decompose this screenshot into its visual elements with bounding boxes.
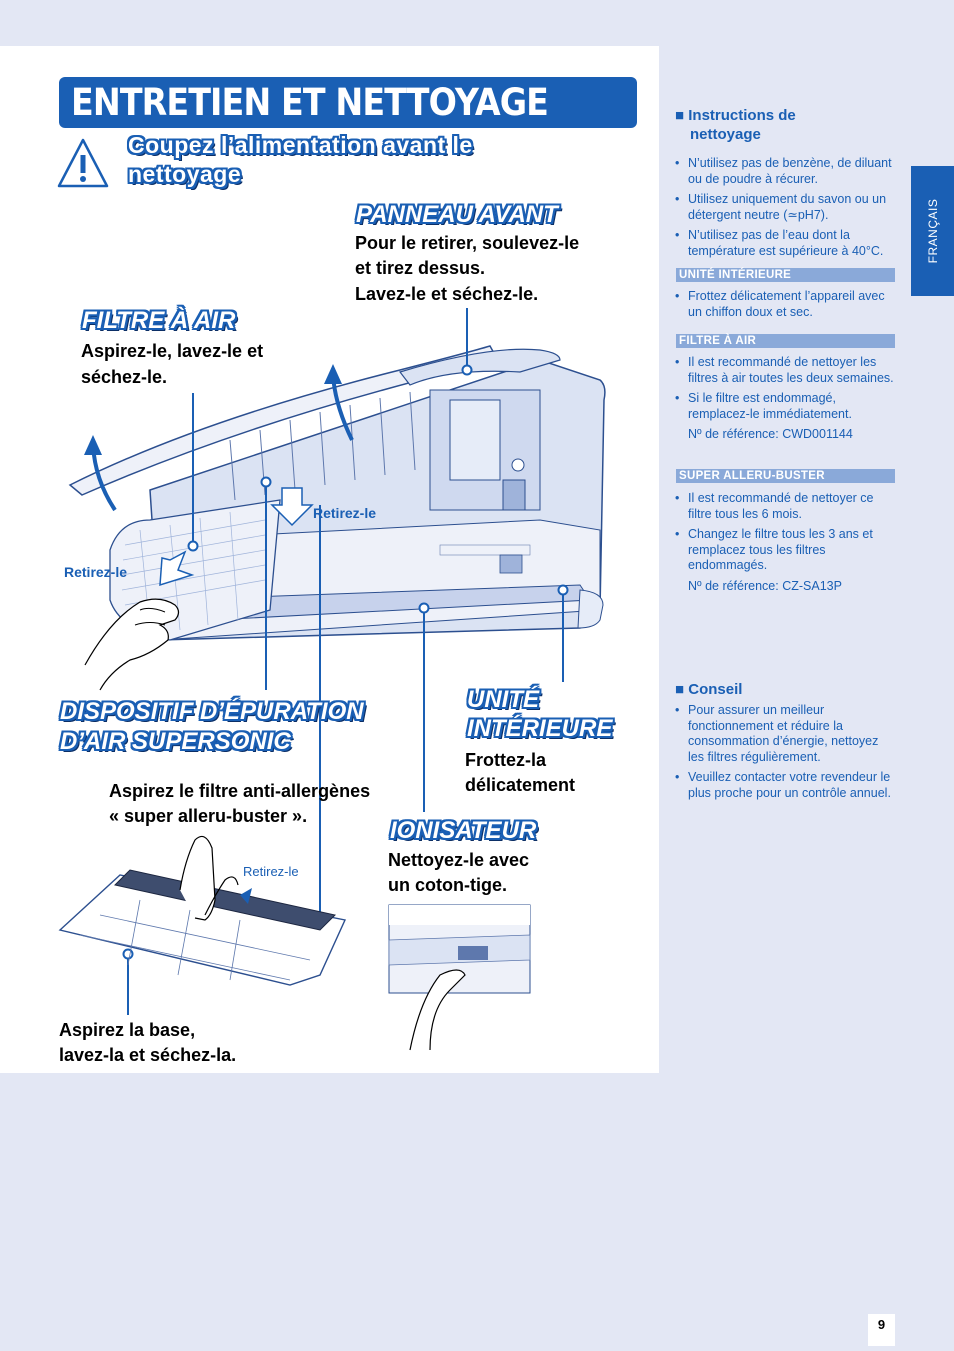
indoor-unit-line-2: délicatement [465, 775, 576, 795]
list-item: • Utilisez uniquement du savon ou un détergent neutre (≃pH7). [675, 192, 895, 223]
remove-label-panel: Retirez-le [313, 505, 377, 521]
instructions-list [675, 156, 895, 259]
list-item: • Pour assurer un meilleur fonctionnement et réduire la consommation d’énergie, nettoyez les filtres régulièrement. [675, 703, 895, 765]
remove-label-filter: Retirez-le [64, 564, 128, 580]
language-tab-label: FRANÇAIS [925, 198, 940, 264]
page-number: 9 [868, 1314, 895, 1346]
list-item: • Il est recommandé de nettoyer les filtres à air toutes les deux semaines. [675, 355, 895, 386]
list-item: • N’utilisez pas de benzène, de diluant ou de poudre à récurer. [675, 156, 895, 187]
list-item: • Veuillez contacter votre revendeur le plus proche pour un contrôle annuel. [675, 770, 895, 801]
super-reference: Nº de référence: CZ-SA13P [688, 578, 842, 593]
list-item: • N’utilisez pas de l’eau dont la température est supérieure à 40°C. [675, 228, 895, 259]
indoor-unit-line-1: Frottez-la [465, 750, 546, 770]
air-filter-heading: FILTRE À AIR [82, 307, 236, 334]
front-panel-line-3: Lavez-le et séchez-le. [355, 284, 539, 304]
list-item: • Il est recommandé de nettoyer ce filtre tous les 6 mois. [675, 491, 895, 522]
supersonic-line-1: Aspirez le filtre anti-allergènes [109, 781, 371, 801]
base-line-2: lavez-la et séchez-la. [59, 1045, 237, 1065]
front-panel-line-2: et tirez dessus. [355, 258, 486, 278]
super-list [675, 491, 895, 599]
air-filter-line-1: Aspirez-le, lavez-le et [81, 341, 264, 361]
language-tab [911, 166, 954, 296]
advice-heading: ■ Conseil [675, 681, 743, 698]
indoor-list [675, 289, 895, 325]
instructions-heading: ■ Instructions de nettoyage [675, 107, 796, 143]
indoor-unit-heading-line-2: INTÉRIEURE [467, 715, 613, 742]
indoor-unit-bar: UNITÉ INTÉRIEURE [676, 268, 895, 282]
remove-label-tray: Retirez-le [243, 864, 299, 879]
warning-line-1: Coupez l’alimentation avant le [128, 132, 473, 158]
warning-line-2: nettoyage [128, 161, 242, 187]
front-panel-line-1: Pour le retirer, soulevez-le [355, 233, 580, 253]
supersonic-heading-line-2: D’AIR SUPERSONIC [60, 728, 291, 755]
ionizer-line-1: Nettoyez-le avec [388, 850, 530, 870]
base-line-1: Aspirez la base, [59, 1020, 196, 1040]
front-panel-heading: PANNEAU AVANT [356, 201, 558, 228]
list-item: • Si le filtre est endommagé, remplacez-le immédiatement. [675, 391, 895, 422]
list-item: • Frottez délicatement l’appareil avec un chiffon doux et sec. [675, 289, 895, 320]
filter-reference: Nº de référence: CWD001144 [688, 427, 853, 441]
ionizer-line-2: un coton-tige. [388, 875, 507, 895]
list-item: • Changez le filtre tous les 3 ans et remplacez tous les filtres endommagés. [675, 527, 895, 574]
filter-list [675, 355, 895, 448]
advice-list [675, 703, 895, 801]
square-bullet-icon: ■ [675, 107, 689, 124]
sidebar-advice [675, 681, 895, 806]
supersonic-heading-line-1: DISPOSITIF D’ÉPURATION [60, 698, 364, 725]
air-filter-line-2: séchez-le. [81, 367, 168, 387]
air-filter-bar: FILTRE À AIR [676, 334, 895, 348]
square-bullet-icon: ■ [675, 681, 689, 698]
indoor-unit-heading-line-1: UNITÉ [467, 686, 539, 713]
ionizer-heading: IONISATEUR [390, 817, 537, 844]
supersonic-line-2: « super alleru-buster ». [109, 806, 308, 826]
sidebar-instructions [675, 106, 895, 264]
super-alleru-buster-bar: SUPER ALLERU-BUSTER [676, 469, 895, 483]
page-title: ENTRETIEN ET NETTOYAGE [71, 81, 549, 124]
